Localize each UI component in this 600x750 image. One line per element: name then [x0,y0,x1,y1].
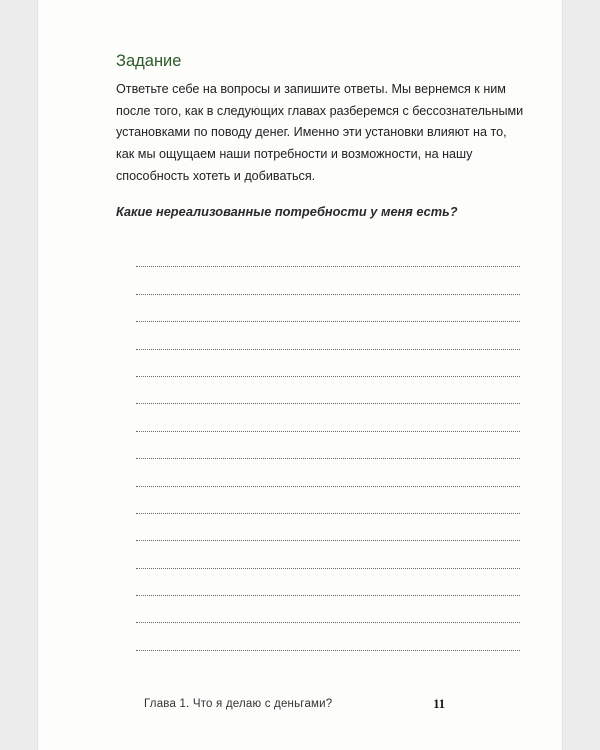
page-number: 11 [433,697,445,711]
answer-line[interactable] [136,459,520,486]
answer-line[interactable] [136,404,520,431]
section-heading: Задание [116,52,182,70]
instruction-line: способность хотеть и добиваться. [116,168,316,183]
answer-line[interactable] [136,322,520,349]
running-footer-chapter: Глава 1. Что я делаю с деньгами? [144,698,333,710]
answer-line[interactable] [136,514,520,541]
book-page [38,0,562,750]
answer-line[interactable] [136,377,520,404]
instruction-line: Ответьте себе на вопросы и запишите ответы. Мы вернемся к ним [116,82,506,96]
answer-line[interactable] [136,240,520,267]
instruction-line: после того, как в следующих главах разберемся с бессознательными [116,103,524,118]
instruction-paragraph [116,79,526,188]
answer-line[interactable] [136,432,520,459]
answer-line[interactable] [136,541,520,568]
answer-line[interactable] [136,487,520,514]
instruction-line: установками по поводу денег. Именно эти установки влияют на то, [116,125,507,140]
answer-line[interactable] [136,295,520,322]
answer-line[interactable] [136,623,520,650]
answer-line[interactable] [136,596,520,623]
question-text: Какие нереализованные потребности у меня есть? [116,204,458,219]
answer-line[interactable] [136,569,520,596]
instruction-line: как мы ощущаем наши потребности и возможности, на нашу [116,147,473,162]
answer-lines[interactable] [136,240,520,651]
answer-line[interactable] [136,350,520,377]
answer-line[interactable] [136,267,520,294]
